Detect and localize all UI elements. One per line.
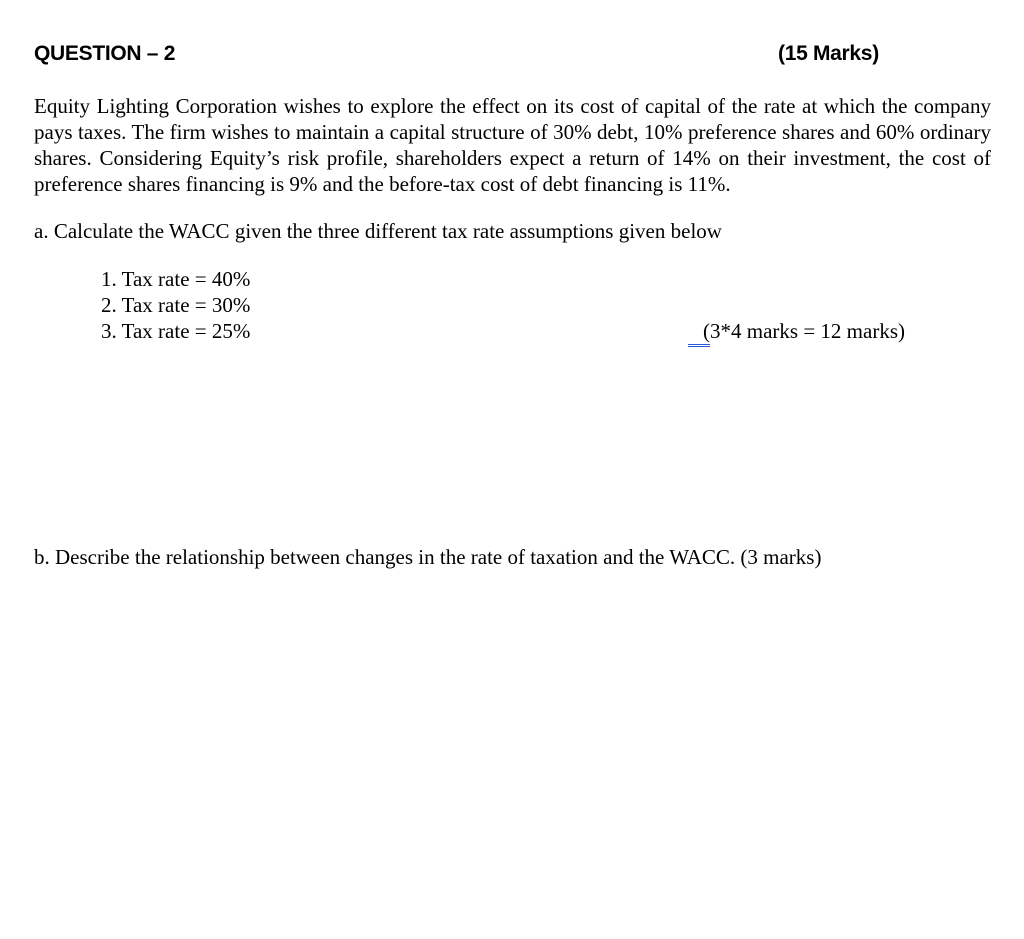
list-item: 3. Tax rate = 25%	[101, 319, 251, 343]
list-item: 2. Tax rate = 30%	[101, 293, 251, 317]
part-a-prompt: a. Calculate the WACC given the three different tax rate assumptions given below	[34, 219, 722, 243]
question-total-marks: (15 Marks)	[778, 42, 879, 65]
tax-rate-list	[101, 266, 250, 344]
part-b-prompt: b. Describe the relationship between changes in the rate of taxation and the WACC. (3 marks)	[34, 545, 822, 569]
marks-open-paren: (	[688, 318, 710, 344]
list-item: 1. Tax rate = 40%	[101, 267, 251, 291]
part-a-marks	[688, 318, 905, 344]
part-a-marks-text: 3*4 marks = 12 marks)	[710, 319, 905, 343]
question-paragraph: Equity Lighting Corporation wishes to explore the effect on its cost of capital of the rate at which the company pays taxes. The firm wishes to maintain a capital structure of 30% debt, 10% preference shares and 60% ordinary shares. Considering Equity’s risk profile, shareholders expect a return of 14% on their investment, the cost of preference shares financing is 9% and the before-tax cost of debt financing is 11%.	[34, 94, 991, 196]
question-title: QUESTION – 2	[34, 42, 176, 65]
